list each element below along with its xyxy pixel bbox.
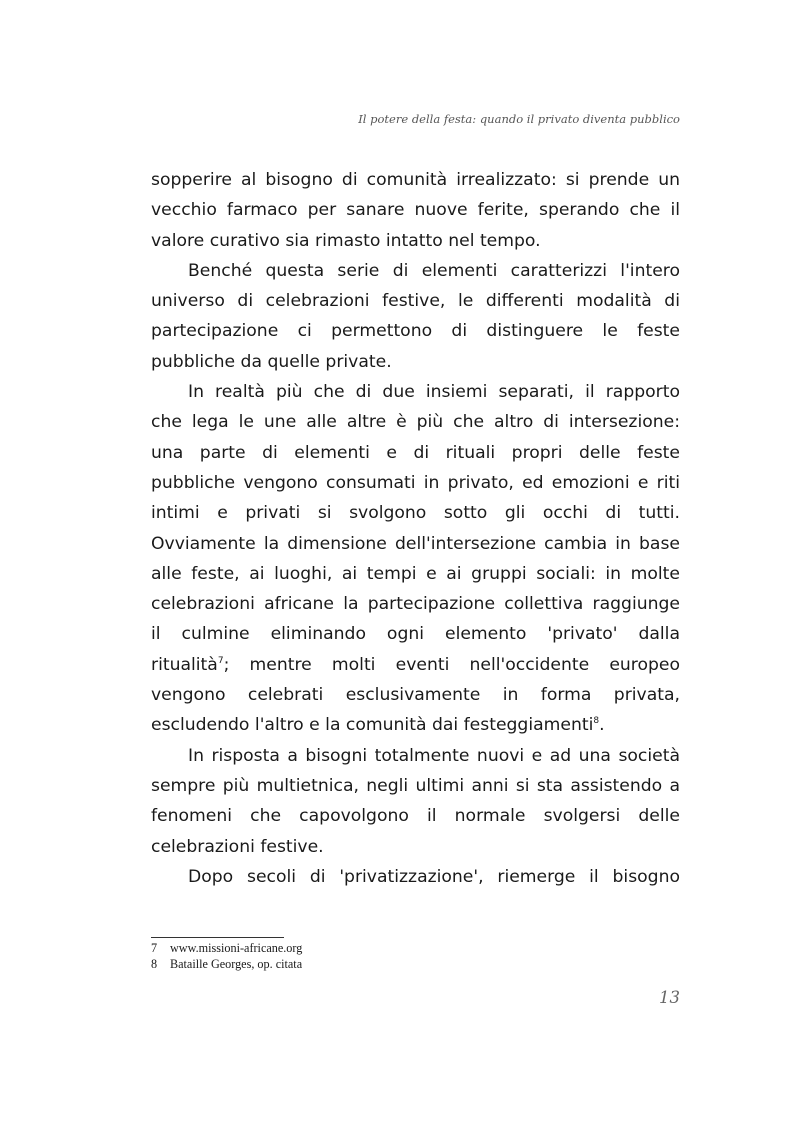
text-line: Benché questa serie di elementi caratterizzi l'intero bbox=[188, 260, 680, 281]
text-line: pubbliche da quelle private. bbox=[151, 351, 392, 372]
footnote-text: Bataille Georges, op. citata bbox=[170, 956, 303, 971]
text-line: Ovviamente la dimensione dell'intersezione cambia in base bbox=[151, 533, 680, 554]
text-line: vengono celebrati esclusivamente in forma privata, bbox=[151, 685, 680, 706]
text-line: sopperire al bisogno di comunità irrealizzato: si prende un bbox=[151, 170, 680, 190]
text-line: celebrazioni festive. bbox=[151, 836, 324, 857]
text-line: In risposta a bisogni totalmente nuovi e ad una società bbox=[188, 745, 680, 766]
text-line: In realtà più che di due insiemi separati, il rapporto bbox=[188, 382, 680, 403]
text-line bbox=[151, 650, 680, 680]
text-line: sempre più multietnica, negli ultimi anni si sta assistendo a bbox=[151, 775, 680, 796]
footnote-text: www.missioni-africane.org bbox=[170, 941, 303, 955]
footnote-number: 8 bbox=[151, 956, 158, 971]
footnote-ref-8[interactable]: 8 bbox=[593, 716, 600, 727]
text-fragment: ; mentre molti eventi nell'occidente europeo bbox=[223, 654, 680, 675]
text-line: una parte di elementi e di rituali propri delle feste bbox=[151, 442, 680, 463]
text-line: celebrazioni africane la partecipazione collettiva raggiunge bbox=[151, 594, 680, 615]
body-text bbox=[151, 165, 680, 892]
text-line: che lega le une alle altre è più che altro di intersezione: bbox=[151, 412, 680, 433]
text-line: vecchio farmaco per sanare nuove ferite, sperando che il bbox=[151, 200, 680, 221]
footnote-divider bbox=[151, 937, 284, 938]
footnote-number: 7 bbox=[151, 941, 158, 955]
text-line: alle feste, ai luoghi, ai tempi e ai gruppi sociali: in molte bbox=[151, 563, 680, 584]
text-line: il culmine eliminando ogni elemento 'privato' dalla bbox=[151, 624, 680, 645]
text-fragment: . bbox=[599, 715, 605, 736]
text-line: partecipazione ci permettono di distinguere le feste bbox=[151, 321, 680, 342]
text-fragment: escludendo l'altro e la comunità dai festeggiamenti bbox=[151, 715, 594, 736]
text-line: fenomeni che capovolgono il normale svolgersi delle bbox=[151, 806, 680, 827]
text-line: intimi e privati si svolgono sotto gli occhi di tutti. bbox=[151, 503, 680, 524]
page-number: 13 bbox=[659, 988, 680, 1007]
text-line: valore curativo sia rimasto intatto nel tempo. bbox=[151, 230, 541, 251]
text-line: Dopo secoli di 'privatizzazione', riemerge il bisogno bbox=[188, 866, 680, 887]
text-line: universo di celebrazioni festive, le differenti modalità di bbox=[151, 291, 680, 312]
footnote-ref-7[interactable]: 7 bbox=[217, 655, 224, 666]
running-header: Il potere della festa: quando il privato diventa pubblico bbox=[358, 112, 680, 126]
text-fragment: ritualità bbox=[151, 654, 218, 675]
text-line: pubbliche vengono consumati in privato, ed emozioni e riti bbox=[151, 472, 680, 493]
footnote-7 bbox=[151, 941, 680, 957]
footnote-8 bbox=[151, 957, 680, 973]
footnotes bbox=[151, 941, 680, 972]
text-line bbox=[151, 710, 680, 740]
